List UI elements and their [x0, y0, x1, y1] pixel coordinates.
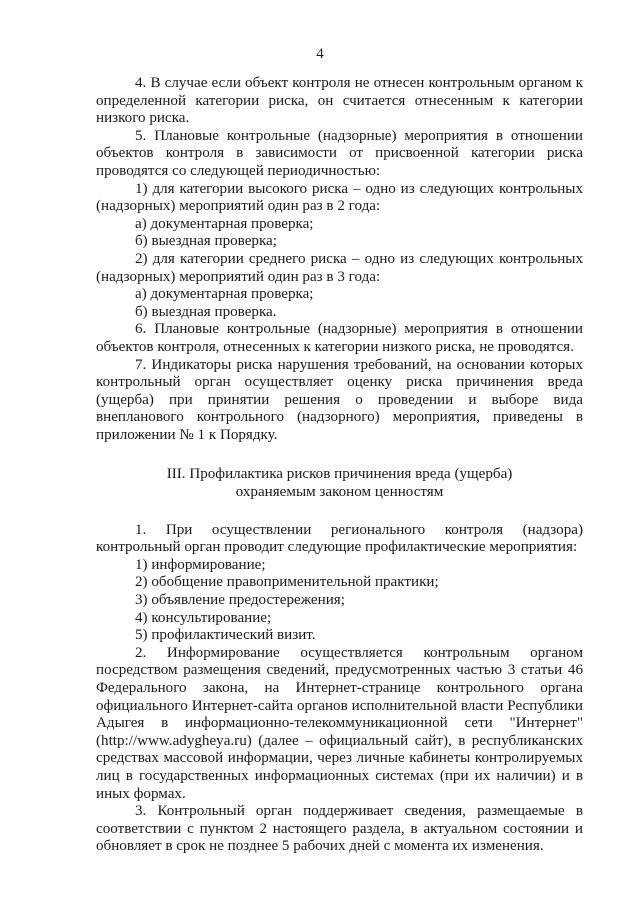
list-item-warning: 3) объявление предостережения;	[135, 592, 345, 609]
document-body	[96, 75, 583, 856]
item-high-risk-b: б) выездная проверка;	[135, 233, 277, 250]
item-high-risk: 1) для категории высокого риска – одно из следующих контрольных (надзорных) мероприятий один раз в 2 года:	[96, 180, 583, 215]
paragraph-7-risk-indicators: 7. Индикаторы риска нарушения требований, на основании которых контрольный орган осуществляет оценку риска причинения вреда (ущерба) при принятии решения о проведении и выборе вида внепланового контрольного (надзорного) мероприятия, приведены в приложении № 1 к Порядку.	[96, 356, 583, 443]
item-medium-risk-a: а) документарная проверка;	[135, 286, 314, 303]
item-medium-risk-b: б) выездная проверка.	[135, 303, 277, 320]
paragraph-4-low-risk: 4. В случае если объект контроля не отнесен контрольным органом к определенной категории риска, он считается отнесенным к категории низкого риска.	[96, 75, 583, 127]
list-item-consulting: 4) консультирование;	[135, 609, 272, 626]
paragraph-3-maintain-info: 3. Контрольный орган поддерживает сведения, размещаемые в соответствии с пунктом 2 настоящего раздела, в актуальном состоянии и обновляет в срок не позднее 5 рабочих дней с момента их изменения.	[96, 803, 583, 855]
item-medium-risk: 2) для категории среднего риска – одно из следующих контрольных (надзорных) мероприятий один раз в 3 года:	[96, 250, 583, 285]
paragraph-1-prevention-events: 1. При осуществлении регионального контроля (надзора) контрольный орган проводит следующие профилактические мероприятия:	[96, 521, 583, 556]
paragraph-2-informing: 2. Информирование осуществляется контрольным органом посредством размещения сведений, предусмотренных частью 3 статьи 46 Федерального закона, на Интернет-странице контрольного органа официального Интернет-сайта органов исполнительной власти Республики Адыгея в информационно-телекоммуникационной сети "Интернет" (http://www.adygheya.ru) (далее – официальный сайт), в республиканских средствах массовой информации, через личные кабинеты контролируемых лиц в государственных информационных системах (при их наличии) и в иных формах.	[96, 644, 583, 802]
list-item-practice-summary: 2) обобщение правоприменительной практики;	[135, 574, 439, 591]
section-heading	[96, 466, 583, 501]
section-heading-line-1: III. Профилактика рисков причинения вреда (ущерба)	[166, 466, 513, 483]
page-number: 4	[316, 46, 324, 62]
section-heading-line-2: охраняемым законом ценностям	[235, 484, 444, 501]
list-item-prevention-visit: 5) профилактический визит.	[135, 627, 316, 644]
list-item-informing: 1) информирование;	[135, 556, 266, 573]
paragraph-6-low-risk-events: 6. Плановые контрольные (надзорные) мероприятия в отношении объектов контроля, отнесенных к категории низкого риска, не проводятся.	[96, 321, 583, 355]
item-high-risk-a: а) документарная проверка;	[135, 215, 314, 232]
paragraph-5-planned-events: 5. Плановые контрольные (надзорные) мероприятия в отношении объектов контроля в зависимости от присвоенной категории риска проводятся со следующей периодичностью:	[96, 127, 583, 179]
